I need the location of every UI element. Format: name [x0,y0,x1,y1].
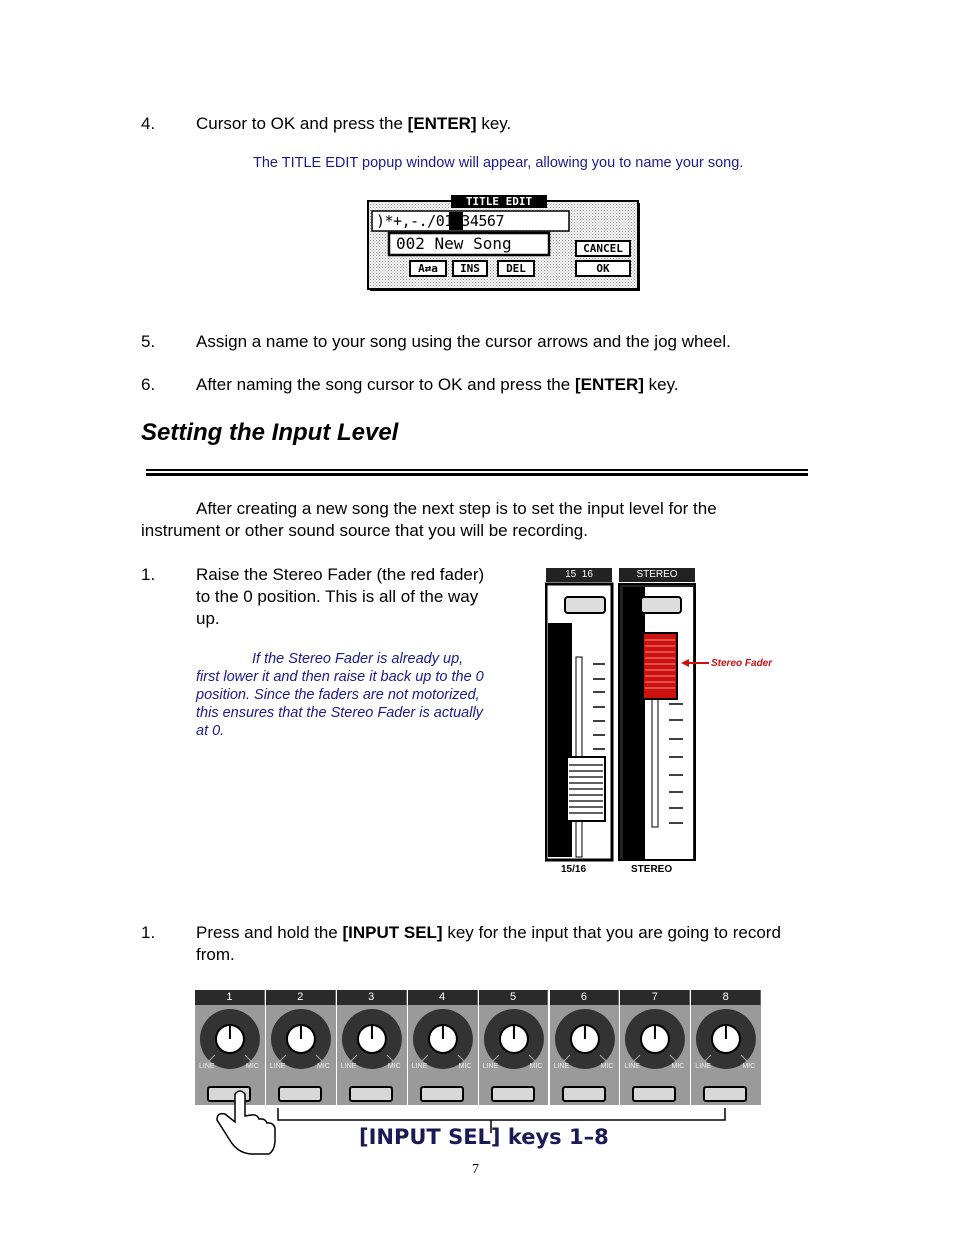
input-sel-figure [195,990,765,1165]
mic-label: MIC [671,1063,685,1070]
channel-number: 6 [550,990,620,1005]
mic-label: MIC [742,1063,756,1070]
stereo-bottom-label: STEREO [631,864,673,875]
line-label: LINE [553,1063,570,1070]
enter-key: [ENTER] [574,375,644,394]
cancel-button[interactable]: CANCEL [583,242,623,255]
pointing-hand-icon [217,1091,275,1154]
title-edit-note: The TITLE EDIT popup window will appear, allowing you to name your song. [253,155,744,171]
ok-button[interactable]: OK [596,262,610,275]
case-toggle-button[interactable]: A⇄a [418,262,438,275]
song-name-field[interactable]: 002 New Song [396,234,512,253]
ins-button[interactable]: INS [460,262,480,275]
input-sel-caption: [INPUT SEL] keys 1–8 [359,1125,609,1149]
channel-number: 2 [266,990,336,1005]
stereo-fader-callout: Stereo Fader [711,658,773,669]
mic-label: MIC [600,1063,614,1070]
mic-label: MIC [458,1063,472,1070]
charset-row[interactable]: )*+,-./01234567 [376,212,504,230]
channel-number: 5 [479,990,549,1005]
line-label: LINE [199,1063,215,1070]
step-text: Press and hold the [196,923,343,942]
input-sel-key: [INPUT SEL] [342,923,443,942]
line-label: LINE [411,1063,428,1070]
step-text: After naming the song cursor to OK and press the [196,375,575,394]
title-edit-popup [367,195,641,292]
stereo-top-label: STEREO [636,569,678,580]
step-text: Assign a name to your song using the cursor arrows and the jog wheel. [196,332,731,351]
mic-label: MIC [246,1063,259,1070]
channel-number: 3 [337,990,407,1005]
mic-label: MIC [387,1063,401,1070]
enter-key: [ENTER] [407,114,477,133]
section-title: Setting the Input Level [141,419,399,446]
section-rule-double [146,473,808,476]
line-label: LINE [269,1063,286,1070]
line-label: LINE [695,1063,711,1070]
del-button[interactable]: DEL [506,262,526,275]
line-label: LINE [624,1063,640,1070]
step-text: Cursor to OK and press the [196,114,408,133]
step-number: 4. [141,114,156,133]
channel-number: 4 [408,990,478,1005]
fader-figure [545,567,805,882]
page-number: 7 [472,1162,479,1177]
channel-number: 8 [691,990,761,1005]
fader-note: If the Stereo Fader is already up, first lower it and then raise it back up to the 0 position. Since the faders are not motorized, this ensures that the Stereo Fader is actually at 0. [196,651,484,739]
channel-number: 7 [620,990,690,1005]
ch-15-16-bottom-label: 15/16 [561,864,587,875]
ch-15-16-top-label: 15 16 [565,569,593,580]
intro-paragraph: After creating a new song the next step is to set the input level for the instrument or other sound source that you will be recording. [141,499,717,540]
channel-number: 1 [195,990,265,1005]
title-edit-header: TITLE EDIT [465,195,533,208]
fader-figure-drawing [545,567,805,882]
line-label: LINE [340,1063,357,1070]
section-rule [146,469,808,471]
step-text: Raise the Stereo Fader (the red fader) to the 0 position. This is all of the way up. [196,565,485,628]
line-label: LINE [482,1063,499,1070]
mic-label: MIC [316,1063,330,1070]
mic-label: MIC [529,1063,543,1070]
